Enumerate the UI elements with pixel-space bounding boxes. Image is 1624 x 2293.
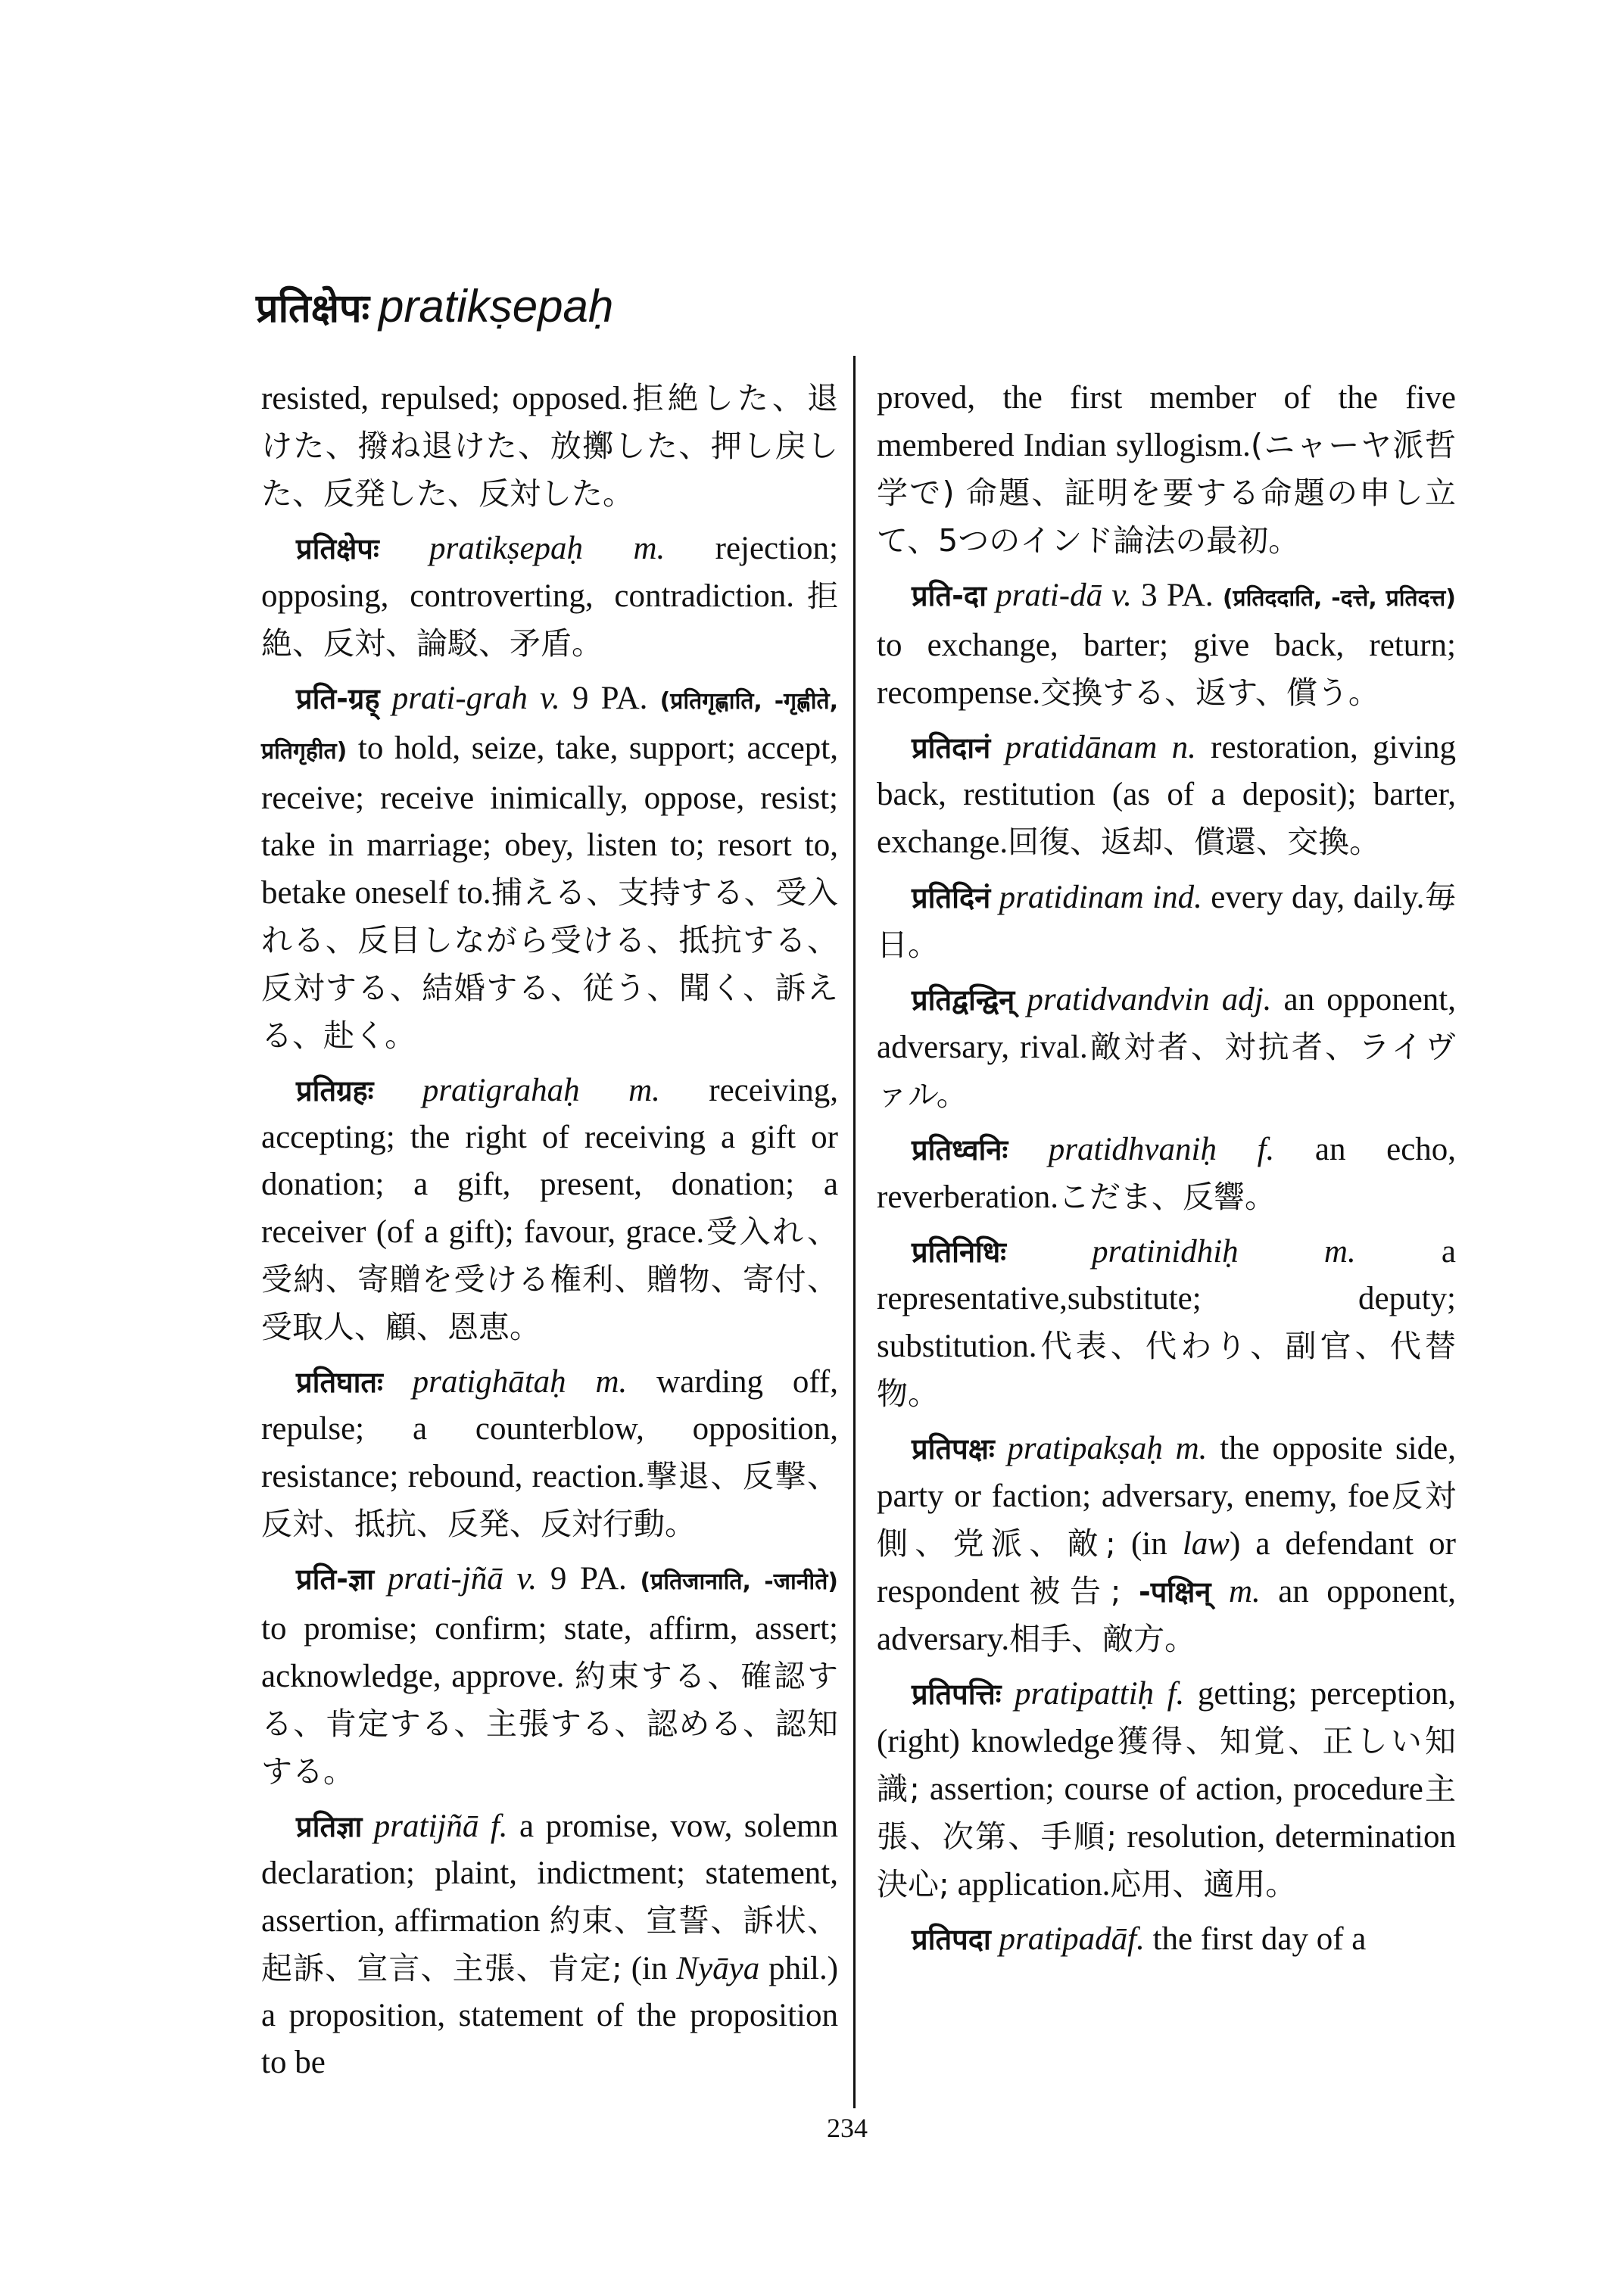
- transliteration: pratipadā: [999, 1921, 1128, 1957]
- dictionary-entry: प्रतिदानं pratidānam n. restoration, giving back, restitution (as of a deposit); barter, exchange.回復、返却、償還、交換。: [877, 730, 1457, 860]
- conjugation: (प्रतिददाति, -दत्ते, प्रतिदत्त): [1222, 585, 1456, 612]
- headword: प्रति-दा: [912, 579, 987, 612]
- page-header: [256, 280, 613, 335]
- transliteration: pratijñā: [373, 1809, 479, 1844]
- right-column: [877, 375, 1456, 1971]
- headword: प्रतिदिनं: [912, 881, 991, 914]
- headword: प्रतिपक्षः: [912, 1432, 995, 1466]
- headword: प्रतिपदा: [912, 1923, 991, 1956]
- page-number: 234: [827, 2113, 868, 2143]
- dictionary-entry: प्रतिद्वन्द्विन् pratidvandvin adj. an opponent, adversary, rival.敵対者、対抗者、ライヴァル。: [877, 982, 1456, 1113]
- dictionary-entry: प्रति-ग्रह् prati-grah v. 9 PA. (प्रतिगृह्णाति, -गृह्णीते, प्रतिगृहीत) to hold, seize, take, support; accept, receive; receive inimically, oppose, resist; take in marriage; obey, listen to; resort to, betake oneself to.捕える、支持する、受入れる、反目しながら受ける、抵抗する、反対する、結婚する、従う、聞く、訴える、赴く。: [261, 681, 839, 1054]
- headword: प्रतिघातः: [296, 1366, 383, 1399]
- transliteration: pratigrahaḥ: [422, 1073, 580, 1108]
- headword: प्रतिग्रहः: [296, 1074, 374, 1108]
- headword: प्रति-ग्रह्: [296, 682, 380, 715]
- dictionary-entry: प्रतिघातः pratighātaḥ m. warding off, repulse; a counterblow, opposition, resistance; rebound, reaction.撃退、反撃、反対、抵抗、反発、反対行動。: [261, 1364, 839, 1542]
- conjugation: (प्रतिजानाति, -जानीते): [640, 1569, 839, 1595]
- dictionary-entry: प्रतिपक्षः pratipakṣaḥ m. the opposite side, party or faction; adversary, enemy, foe反対側、党派、敵; (in law) a defendant or respondent被告; -पक्षिन् m. an opponent, adversary.相手、敵方。: [877, 1431, 1457, 1657]
- dictionary-entry: proved, the first member of the five membered Indian syllogism.(ニャーヤ派哲学で) 命題、証明を要する命題の申し立て、5つのインド論法の最初。: [877, 380, 1456, 559]
- sub-headword: -पक्षिन्: [1138, 1575, 1211, 1609]
- transliteration: prati-grah: [391, 681, 528, 716]
- transliteration: pratinidhiḥ: [1092, 1234, 1239, 1270]
- transliteration: pratidānam: [1005, 730, 1158, 765]
- transliteration: prati-dā: [996, 578, 1103, 613]
- dictionary-entry: प्रति-ज्ञा prati-jñā v. 9 PA. (प्रतिजानाति, -जानीते) to promise; confirm; state, affirm, assert; acknowledge, approve. 約束する、確認する、肯定する、主張する、認める、認知する。: [261, 1561, 839, 1790]
- dictionary-entry: प्रतिग्रहः pratigrahaḥ m. receiving, accepting; the right of receiving a gift or donation; a gift, present, donation; a receiver (of a gift); favour, grace.受入れ、受納、寄贈を受ける権利、贈物、寄付、受取人、顧、恩恵。: [261, 1073, 839, 1345]
- dictionary-entry: प्रतिपदा pratipadāf. the first day of a: [912, 1921, 1367, 1957]
- transliteration: prati-jñā: [387, 1561, 503, 1597]
- transliteration: pratipakṣaḥ: [1007, 1431, 1163, 1466]
- headword: प्रतिपत्तिः: [912, 1678, 1002, 1711]
- transliteration: pratipattiḥ: [1015, 1676, 1155, 1712]
- left-column: [261, 375, 838, 2094]
- dictionary-entry: प्रतिदिनं pratidinam ind. every day, daily.毎日。: [877, 879, 1457, 963]
- headword: प्रति-ज्ञा: [296, 1562, 375, 1596]
- headword: प्रतिदानं: [912, 731, 991, 765]
- dictionary-entry: प्रतिज्ञा pratijñā f. a promise, vow, solemn declaration; plaint, indictment; statement, assertion, affirmation 約束、宣誓、訴状、起訴、宣言、主張、肯定; (in Nyāya phil.) a proposition, statement of the proposition to be: [261, 1809, 839, 2080]
- transliteration: pratidhvaniḥ: [1048, 1132, 1217, 1167]
- headword: प्रतिध्वनिः: [912, 1133, 1008, 1167]
- headword: प्रतिनिधिः: [912, 1235, 1006, 1269]
- dictionary-entry: प्रतिक्षेपः pratikṣepaḥ m. rejection; opposing, controverting, contradiction.拒絶、反対、論駁、矛盾。: [261, 531, 838, 662]
- dictionary-entry: प्रति-दा prati-dā v. 3 PA. (प्रतिददाति, -दत्ते, प्रतिदत्त) to exchange, barter; give back, return; recompense.交換する、返す、償う。: [877, 578, 1456, 711]
- headword: प्रतिक्षेपः: [296, 532, 379, 565]
- transliteration: pratighātaḥ: [412, 1364, 566, 1400]
- dictionary-entry: प्रतिनिधिः pratinidhiḥ m. a representative,substitute; deputy; substitution.代表、代わり、副官、代替物。: [877, 1234, 1456, 1412]
- column-divider: [853, 356, 856, 2108]
- header-devanagari: प्रतिक्षेपः: [256, 286, 370, 332]
- dictionary-entry: प्रतिध्वनिः pratidhvaniḥ f. an echo, reverberation.こだま、反響。: [877, 1132, 1457, 1215]
- transliteration: pratidinam: [999, 880, 1144, 915]
- transliteration: pratikṣepaḥ: [429, 531, 584, 566]
- dictionary-entry: resisted, repulsed; opposed.拒絶した、退けた、撥ね退けた、放擲した、押し戻した、反発した、反対した。: [261, 380, 838, 512]
- transliteration: pratidvandvin: [1027, 982, 1210, 1017]
- header-transliteration: pratikṣepaḥ: [379, 281, 614, 332]
- dictionary-entry: प्रतिपत्तिः pratipattiḥ f. getting; perception,(right) knowledge獲得、知覚、正しい知識; assertion; course of action, procedure主張、次第、手順; resolution, determination 決心; application.応用、適用。: [877, 1676, 1456, 1902]
- headword: प्रतिद्वन्द्विन्: [912, 983, 1015, 1017]
- conjugation: (प्रतिगृह्णाति, -गृह्णीते, प्रतिगृहीत): [261, 688, 839, 765]
- headword: प्रतिज्ञा: [296, 1810, 363, 1843]
